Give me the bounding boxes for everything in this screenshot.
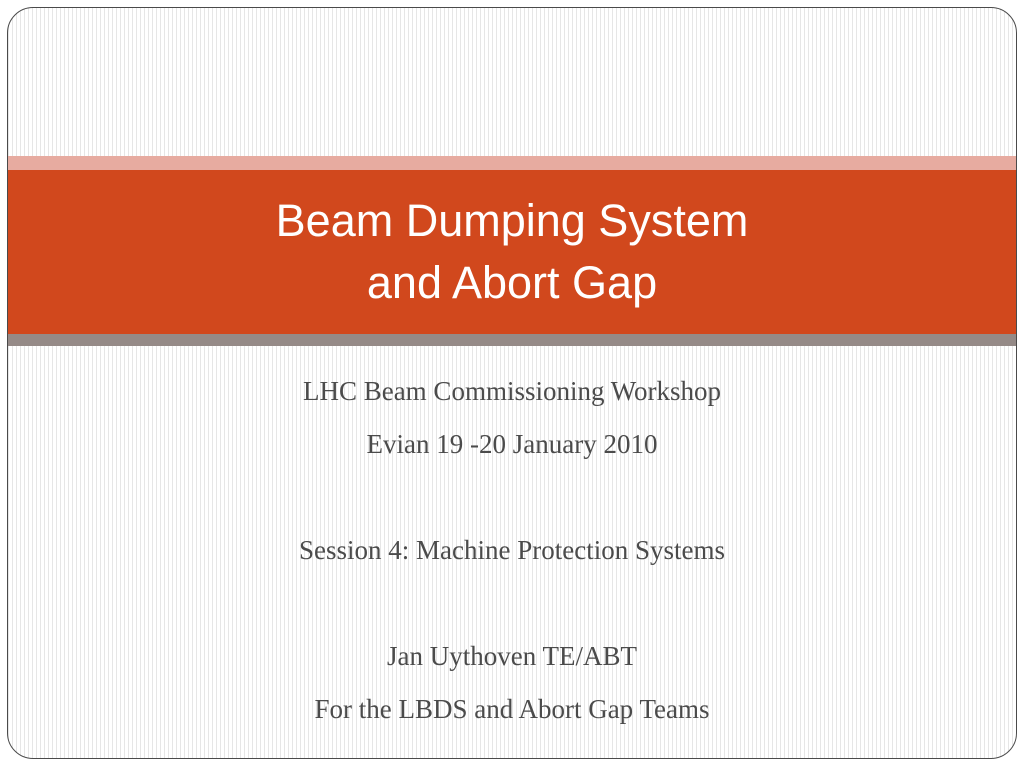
slide bbox=[7, 7, 1017, 759]
slide-title-line-2: and Abort Gap bbox=[366, 257, 658, 308]
accent-band-bottom bbox=[8, 334, 1016, 346]
spacer bbox=[8, 471, 1016, 524]
session-title: Session 4: Machine Protection Systems bbox=[299, 535, 725, 565]
workshop-name: LHC Beam Commissioning Workshop bbox=[302, 376, 722, 406]
accent-band-top bbox=[8, 156, 1016, 170]
venue-date: Evian 19 -20 January 2010 bbox=[366, 429, 658, 459]
spacer bbox=[8, 577, 1016, 630]
subtitle-block bbox=[8, 365, 1016, 736]
slide-title-line-1: Beam Dumping System bbox=[275, 195, 749, 246]
teams: For the LBDS and Abort Gap Teams bbox=[314, 694, 710, 724]
title-band bbox=[8, 170, 1016, 334]
author: Jan Uythoven TE/ABT bbox=[387, 641, 637, 671]
